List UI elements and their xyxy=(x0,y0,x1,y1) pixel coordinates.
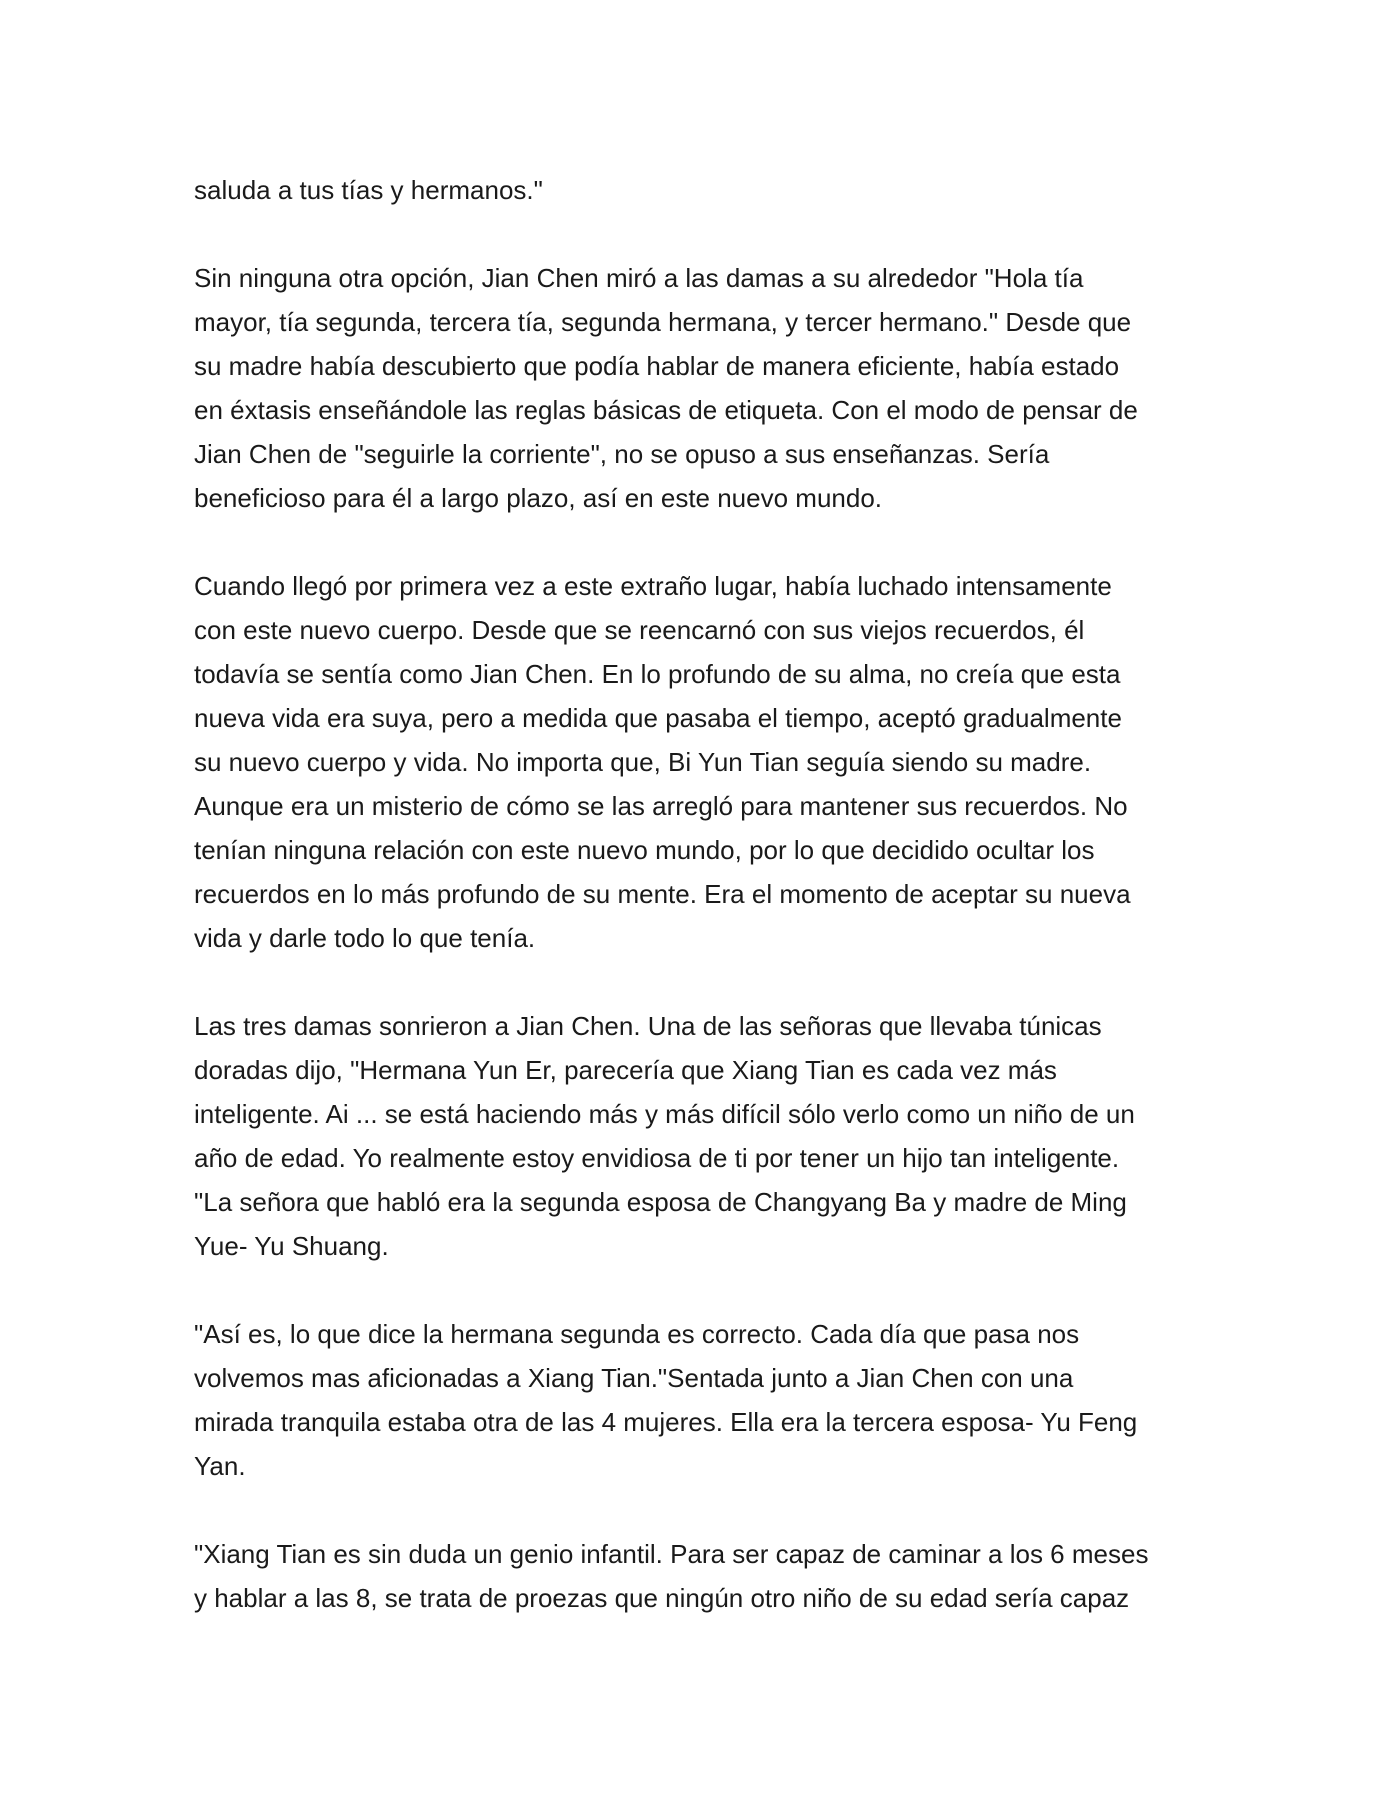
text-line: Aunque era un misterio de cómo se las arregló para mantener sus recuerdos. No xyxy=(194,791,1128,821)
paragraph-spacer xyxy=(194,212,1218,256)
text-line: Sin ninguna otra opción, Jian Chen miró a las damas a su alrededor "Hola tía xyxy=(194,263,1084,293)
text-line: Jian Chen de "seguirle la corriente", no se opuso a sus enseñanzas. Sería xyxy=(194,439,1050,469)
text-line: año de edad. Yo realmente estoy envidiosa de ti por tener un hijo tan inteligente. xyxy=(194,1143,1120,1173)
paragraph-5 xyxy=(194,1312,1218,1488)
text-line: Las tres damas sonrieron a Jian Chen. Una de las señoras que llevaba túnicas xyxy=(194,1011,1102,1041)
text-line: con este nuevo cuerpo. Desde que se reencarnó con sus viejos recuerdos, él xyxy=(194,615,1085,645)
paragraph-3 xyxy=(194,564,1218,960)
text-line: beneficioso para él a largo plazo, así en este nuevo mundo. xyxy=(194,483,883,513)
body-text xyxy=(194,168,1218,1620)
text-line: recuerdos en lo más profundo de su mente. Era el momento de aceptar su nueva xyxy=(194,879,1131,909)
text-line: nueva vida era suya, pero a medida que pasaba el tiempo, aceptó gradualmente xyxy=(194,703,1122,733)
paragraph-1 xyxy=(194,168,1218,212)
text-line: su madre había descubierto que podía hablar de manera eficiente, había estado xyxy=(194,351,1120,381)
paragraph-spacer xyxy=(194,520,1218,564)
text-line: vida y darle todo lo que tenía. xyxy=(194,923,536,953)
text-line: "Así es, lo que dice la hermana segunda es correcto. Cada día que pasa nos xyxy=(194,1319,1080,1349)
paragraph-spacer xyxy=(194,1488,1218,1532)
paragraph-4 xyxy=(194,1004,1218,1268)
text-line: Yue- Yu Shuang. xyxy=(194,1231,389,1261)
text-line: doradas dijo, "Hermana Yun Er, parecería que Xiang Tian es cada vez más xyxy=(194,1055,1057,1085)
paragraph-6 xyxy=(194,1532,1218,1620)
text-line: su nuevo cuerpo y vida. No importa que, Bi Yun Tian seguía siendo su madre. xyxy=(194,747,1092,777)
text-line: Cuando llegó por primera vez a este extraño lugar, había luchado intensamente xyxy=(194,571,1112,601)
text-line: mayor, tía segunda, tercera tía, segunda hermana, y tercer hermano." Desde que xyxy=(194,307,1132,337)
text-line: y hablar a las 8, se trata de proezas que ningún otro niño de su edad sería capaz xyxy=(194,1583,1130,1613)
text-line: Yan. xyxy=(194,1451,246,1481)
text-line: saluda a tus tías y hermanos." xyxy=(194,175,543,205)
text-line: "La señora que habló era la segunda esposa de Changyang Ba y madre de Ming xyxy=(194,1187,1127,1217)
text-line: todavía se sentía como Jian Chen. En lo profundo de su alma, no creía que esta xyxy=(194,659,1121,689)
text-line: inteligente. Ai ... se está haciendo más y más difícil sólo verlo como un niño de un xyxy=(194,1099,1135,1129)
text-line: tenían ninguna relación con este nuevo mundo, por lo que decidido ocultar los xyxy=(194,835,1095,865)
paragraph-spacer xyxy=(194,1268,1218,1312)
paragraph-2 xyxy=(194,256,1218,520)
paragraph-spacer xyxy=(194,960,1218,1004)
text-line: volvemos mas aficionadas a Xiang Tian."Sentada junto a Jian Chen con una xyxy=(194,1363,1074,1393)
text-line: mirada tranquila estaba otra de las 4 mujeres. Ella era la tercera esposa- Yu Feng xyxy=(194,1407,1138,1437)
text-line: "Xiang Tian es sin duda un genio infantil. Para ser capaz de caminar a los 6 meses xyxy=(194,1539,1149,1569)
text-line: en éxtasis enseñándole las reglas básicas de etiqueta. Con el modo de pensar de xyxy=(194,395,1138,425)
